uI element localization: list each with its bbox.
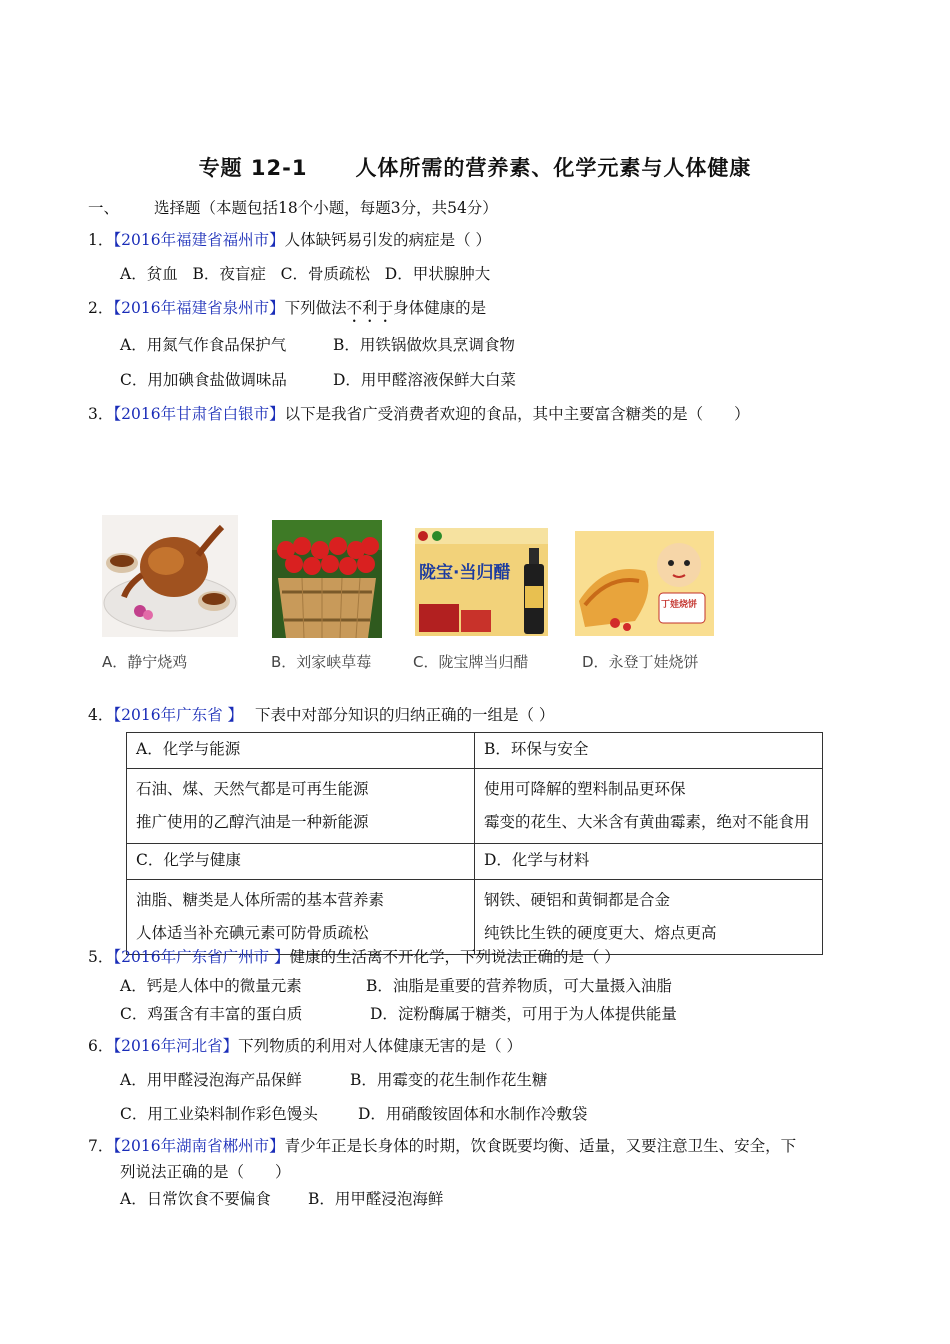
vinegar-sign-text: 陇宝·当归醋	[419, 563, 511, 583]
table-cell-c-head: C．化学与健康	[127, 844, 475, 880]
question-stem: 以下是我省广受消费者欢迎的食品，其中主要富含糖类的是（ ）	[284, 405, 750, 423]
section-label: 一、	[88, 199, 120, 217]
question-number: 1．	[88, 231, 114, 249]
image-caption-d: D．永登丁娃烧饼	[582, 653, 699, 671]
table-line: 石油、煤、天然气都是可再生能源	[136, 780, 369, 798]
question-stem: 下表中对部分知识的归纳正确的一组是（ ）	[255, 706, 555, 724]
option-b: B．用霉变的花生制作花生糖	[350, 1071, 548, 1089]
question-number: 2．	[88, 299, 114, 317]
question-2	[88, 296, 486, 326]
question-number: 7．	[88, 1137, 114, 1155]
table-line: 霉变的花生、大米含有黄曲霉素，绝对不能食用	[484, 813, 810, 831]
source-tag: 【2016年福建省福州市】	[113, 231, 285, 249]
option-b: B．用甲醛浸泡海鲜	[308, 1190, 444, 1208]
table-cell-a-head: A．化学与能源	[127, 733, 475, 769]
question-7-stem-continued: 列说法正确的是（ ）	[120, 1163, 291, 1181]
question-stem: 人体缺钙易引发的病症是（ ）	[284, 231, 492, 249]
table-cell-b-body	[475, 769, 823, 844]
question-5	[88, 945, 620, 967]
table-cell-d-head: D．化学与材料	[475, 844, 823, 880]
option-d: D．用硝酸铵固体和水制作冷敷袋	[358, 1105, 588, 1123]
source-tag: 【2016年广东省广州市 】	[113, 948, 290, 966]
table-cell-b-head: B．环保与安全	[475, 733, 823, 769]
option-d: D．淀粉酶属于糖类，可用于为人体提供能量	[370, 1005, 677, 1023]
question-number: 4．	[88, 706, 114, 724]
option-c: C．鸡蛋含有丰富的蛋白质	[120, 1005, 303, 1023]
strawberry-bucket-image	[272, 520, 382, 638]
image-caption-a: A．静宁烧鸡	[102, 653, 188, 671]
table-line: 使用可降解的塑料制品更环保	[484, 780, 686, 798]
question-stem-part: 下列做法	[284, 299, 347, 317]
roast-chicken-image	[102, 515, 238, 637]
question-4	[88, 703, 554, 725]
option-b: B．油脂是重要的营养物质，可大量摄入油脂	[366, 977, 672, 995]
question-1	[88, 228, 491, 250]
page-title	[0, 152, 950, 182]
table-line: 纯铁比生铁的硬度更大、熔点更高	[484, 924, 717, 942]
question-number: 3．	[88, 405, 114, 423]
source-tag: 【2016年河北省】	[113, 1037, 239, 1055]
title-topic-name: 人体所需的营养素、化学元素与人体健康	[355, 156, 752, 180]
image-caption-b: B．刘家峡草莓	[271, 653, 372, 671]
image-caption-c: C．陇宝牌当归醋	[413, 653, 529, 671]
option-a: A．用氮气作食品保护气	[120, 336, 287, 354]
section-instructions: 选择题（本题包括18个小题，每题3分，共54分）	[154, 199, 498, 217]
table-line: 油脂、糖类是人体所需的基本营养素	[136, 891, 385, 909]
question-3	[88, 402, 750, 424]
table-cell-c-body	[127, 880, 475, 955]
question-stem-part: 身体健康的是	[393, 299, 487, 317]
table-line: 人体适当补充碘元素可防骨质疏松	[136, 924, 369, 942]
option-c: C．用工业染料制作彩色馒头	[120, 1105, 318, 1123]
table-line: 钢铁、硬铝和黄铜都是合金	[484, 891, 671, 909]
source-tag: 【2016年广东省 】	[113, 706, 243, 724]
question-7	[88, 1134, 796, 1156]
question-stem: 下列物质的利用对人体健康无害的是（ ）	[238, 1037, 523, 1055]
cake-brand-text: 丁娃烧饼	[661, 600, 698, 610]
source-tag: 【2016年福建省泉州市】	[113, 299, 285, 317]
question-1-options: A．贫血 B．夜盲症 C．骨质疏松 D．甲状腺肿大	[120, 265, 491, 283]
knowledge-table	[126, 732, 823, 955]
option-a: A．用甲醛浸泡海产品保鲜	[120, 1071, 302, 1089]
emphasized-text: 不利于	[346, 299, 394, 317]
option-a: A．钙是人体中的微量元素	[120, 977, 302, 995]
source-tag: 【2016年甘肃省白银市】	[113, 405, 285, 423]
option-b: B．用铁锅做炊具烹调食物	[333, 336, 515, 354]
baked-cake-image	[575, 531, 714, 636]
table-line: 推广使用的乙醇汽油是一种新能源	[136, 813, 369, 831]
question-stem: 青少年正是长身体的时期，饮食既要均衡、适量，又要注意卫生、安全，下	[284, 1137, 797, 1155]
option-a: A．日常饮食不要偏食	[120, 1190, 271, 1208]
table-cell-d-body	[475, 880, 823, 955]
option-d: D．用甲醛溶液保鲜大白菜	[333, 371, 516, 389]
table-cell-a-body	[127, 769, 475, 844]
source-tag: 【2016年湖南省郴州市】	[113, 1137, 285, 1155]
question-stem: 健康的生活离不开化学，下列说法正确的是（ ）	[289, 948, 620, 966]
title-topic-number: 专题 12-1	[198, 156, 308, 180]
question-6	[88, 1034, 522, 1056]
question-number: 5．	[88, 948, 114, 966]
question-number: 6．	[88, 1037, 114, 1055]
vinegar-ad-image	[415, 528, 548, 636]
option-c: C．用加碘食盐做调味品	[120, 371, 287, 389]
